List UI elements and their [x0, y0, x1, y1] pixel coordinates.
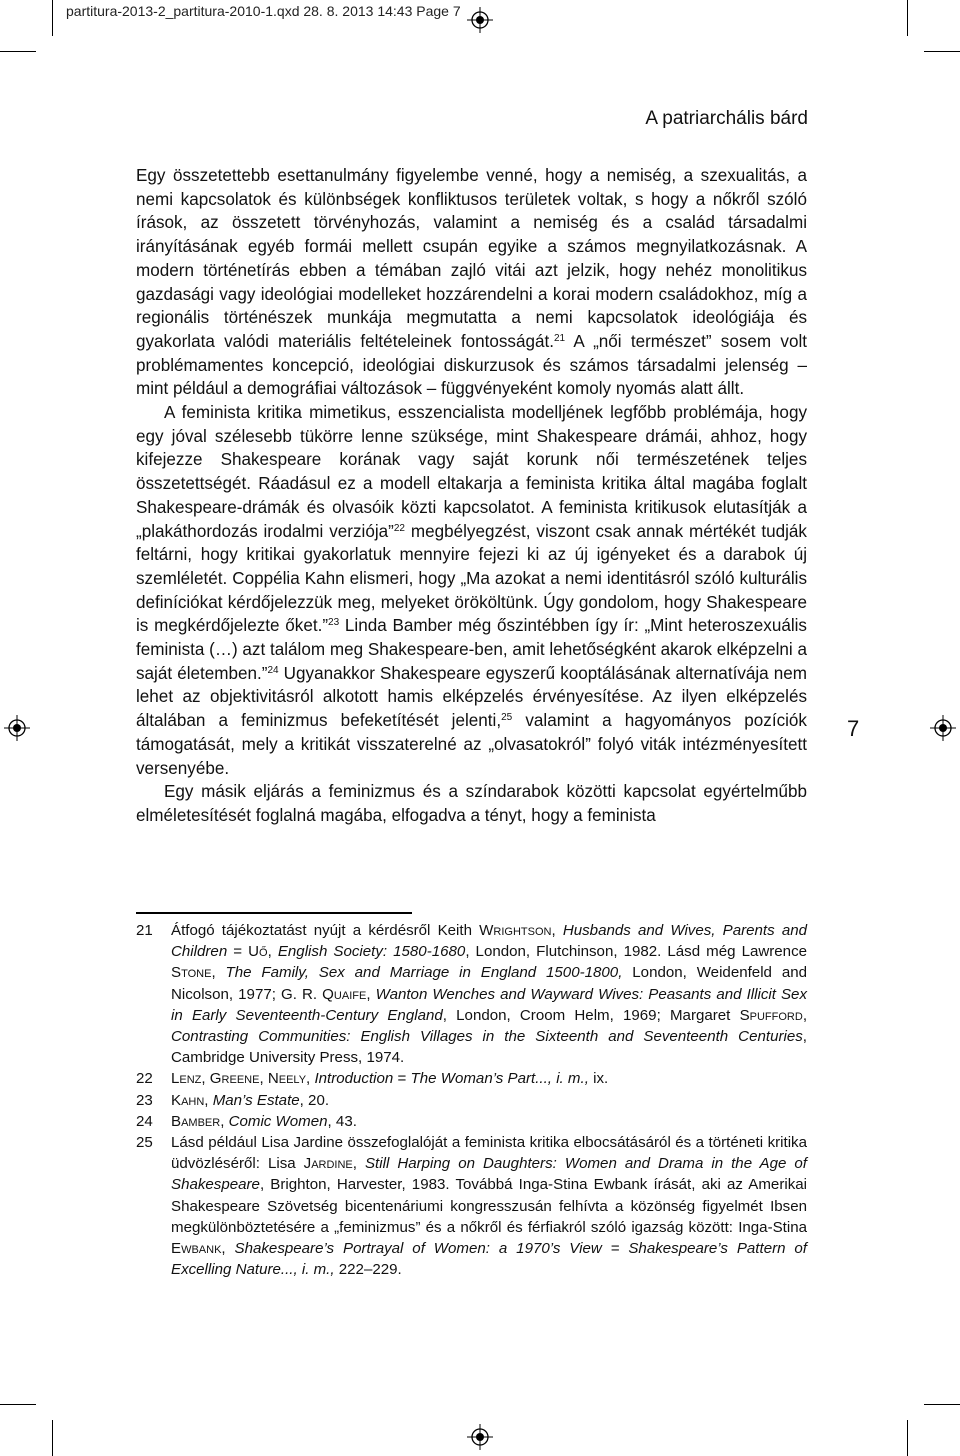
footnote-23: [136, 1090, 807, 1111]
footnote-ref: 24: [267, 664, 279, 676]
paragraph: [136, 401, 807, 780]
author-name: Wrightson: [479, 922, 552, 939]
text-run: ,: [551, 922, 563, 939]
author-name: Neely: [267, 1070, 307, 1088]
footnote-number: 23: [136, 1091, 153, 1109]
book-title: The Woman’s Part..., i. m.,: [410, 1070, 589, 1088]
text-run: , 43.: [327, 1112, 357, 1130]
text-run: Linda Bamber még őszintébben így ír: „Mint heteroszexuális feminista (…) azt találom meg Shakespeare-ben, amit lehetőségként akarok elképzelni a saját életemben.”: [136, 616, 807, 683]
text-run: 222–229.: [334, 1261, 402, 1279]
crop-mark: [0, 1404, 36, 1405]
text-run: ,: [802, 1006, 808, 1024]
text-run: ix.: [588, 1070, 609, 1088]
footnote-21: [136, 920, 807, 1068]
footnote-text: [171, 1090, 807, 1111]
footnote-text: [171, 1068, 807, 1089]
crop-mark: [52, 0, 53, 36]
author-name: Lenz: [171, 1070, 202, 1088]
author-name: Greene: [209, 1070, 260, 1088]
footnote-text: [171, 920, 807, 1068]
footnote-text: [171, 1132, 807, 1280]
crop-mark: [907, 1420, 908, 1456]
text-run: ,: [306, 1070, 315, 1088]
crop-mark: [52, 1420, 53, 1456]
registration-mark-icon: [930, 715, 956, 741]
footnote-ref: 21: [553, 332, 566, 344]
text-run: Ugyanakkor Shakespeare egyszerű kooptálásának alternatívája nem lehet az objektivitásról alkotott hamis elképzelés érvényesítése. Az ilyen elképzelés általában a feminizmus befeketítését jelenti,: [136, 663, 808, 731]
crop-mark: [924, 1404, 960, 1405]
footnote-ref: 23: [328, 617, 340, 629]
footnote-22: [136, 1068, 807, 1089]
registration-mark-icon: [467, 1424, 493, 1450]
author-name: Kahn: [171, 1091, 205, 1109]
body-text: [136, 164, 807, 828]
footnote-number: 22: [136, 1070, 153, 1088]
footnotes: [136, 920, 807, 1280]
text-run: ,: [204, 1091, 213, 1109]
text-run: =: [227, 943, 249, 961]
author-name: Uő: [248, 943, 268, 961]
text-run: megbélyegzést, viszont csak annak mértékét tudják feltárni, hogy kritikai gyakorlatuk mennyire fejezi ki az új igényeket és a darabok új szemléletét. Coppélia Kahn elismeri, hogy „Ma azokat a nemi identitásról szóló kulturális definíciókat kérdőjelezzük meg, melyeket örököltünk. Úgy gondolom, hogy Shakespeare is megkérdőjelezte őket.”: [136, 521, 807, 636]
registration-mark-icon: [4, 715, 30, 741]
book-title: Comic Women: [228, 1112, 328, 1130]
text-run: Lásd például Lisa Jardine összefoglalóját a feminista kritika elbocsátásáról és a történeti kritika üdvözléséről: Lisa: [171, 1134, 807, 1173]
text-run: , London, Croom Helm, 1969; Margaret: [442, 1006, 740, 1024]
crop-mark: [924, 51, 960, 52]
footnote-ref: 22: [393, 522, 405, 534]
crop-mark: [907, 0, 908, 36]
book-title: Wanton Wenches and Wayward Wives: Peasants and Illicit Sex in Early Seventeenth-Century England: [171, 985, 808, 1024]
text-run: , 20.: [299, 1091, 330, 1109]
crop-mark: [0, 51, 36, 52]
footnote-24: [136, 1111, 807, 1132]
book-title: Still Harping on Daughters: Women and Drama in the Age of Shakespeare: [171, 1155, 808, 1194]
text-run: valamint a hagyományos pozíciók támogatását, mely a kritikát visszaterelné az „olvasatokról” folyó viták intézményesített versenyébe.: [136, 711, 807, 778]
text-run: Átfogó tájékoztatást nyújt a kérdésről Keith: [171, 922, 480, 939]
book-title: The Family, Sex and Marriage in England 1500-1800,: [225, 964, 623, 982]
text-run: Egy összetettebb esettanulmány figyelembe venné, hogy a nemiség, a szexualitás, a nemi kapcsolatok és különbségek konfliktusos területek voltak, s hogy a nőkről szóló írások, az összetett törvényhozás, valamint a nemiség és a család társadalmi irányításának egyéb formái mellett csupán egyike a számos megnyilatkozásnak. A modern történetírás ebben a témában zajló vitái azt jelzik, hogy nehéz monolitikus gazdasági vagy ideológiai modelleket hozzárendelni a korai modern családokhoz, míg a regionális történészek munkája megmutatta a nemi kapcsolatok ideológiája és gyakorlata valódi materiális feltételeinek fontosságát.: [136, 166, 807, 351]
page-number: 7: [847, 716, 860, 741]
footnote-25: [136, 1132, 807, 1280]
running-head: A patriarchális bárd: [645, 108, 808, 129]
author-name: Stone: [171, 964, 212, 982]
text-run: ,: [352, 1155, 365, 1173]
text-run: , Brighton, Harvester, 1983. Továbbá Inga-Stina Ewbank írását, aki az Amerikai Shakespeare Szövetség bicentenáriumi kongresszusán felhívta a közönség figyelmét Ibsen megkülönböztetésére a „feminizmus” és a nőkről és férfiakról szóló igazság között: Inga-Stina: [171, 1176, 807, 1236]
text-run: , London, Flutchinson, 1982. Lásd még Lawrence: [465, 943, 808, 961]
book-title: Man’s Estate: [212, 1091, 300, 1109]
text-run: , Cambridge University Press, 1974.: [171, 1028, 807, 1067]
text-run: ,: [201, 1070, 210, 1088]
footnote-text: [171, 1111, 807, 1132]
book-title: Introduction: [314, 1070, 394, 1088]
footnote-number: 24: [136, 1112, 153, 1130]
book-title: Contrasting Communities: English Villages in the Sixteenth and Seventeenth Centuries: [171, 1028, 803, 1046]
text-run: =: [393, 1070, 411, 1088]
text-run: London, Weidenfeld and Nicolson, 1977; G. R.: [171, 964, 807, 1003]
author-name: Quaife: [322, 985, 367, 1003]
author-name: Jardine: [303, 1155, 353, 1173]
author-name: Ewbank: [171, 1240, 222, 1258]
text-run: ,: [221, 1240, 235, 1258]
text-run: ,: [211, 964, 226, 982]
text-run: Egy másik eljárás a feminizmus és a színdarabok közötti kapcsolat egyértelműbb elméletesítését foglalná magába, elfogadva a tényt, hogy a feminista: [136, 782, 807, 825]
author-name: Spufford: [739, 1006, 803, 1024]
author-name: Bamber: [171, 1112, 221, 1130]
text-run: ,: [267, 943, 278, 961]
text-run: A feminista kritika mimetikus, esszencialista modelljének legfőbb problémája, hogy egy jóval szélesebb tükörre lenne szüksége, mint Shakespeare drámái, ahhoz, hogy kifejezze Shakespeare korának vagy saját korunk női természetének teljes összetettségét. Ráadásul ez a modell eltakarja a feminista kritika által magába foglalt Shakespeare-drámák és olvasóik közti kapcsolatot. A feminista kritikusok elutasítják a „plakáthordozás irodalmi verziója”: [136, 403, 807, 541]
printer-slug: partitura-2013-2_partitura-2010-1.qxd 28. 8. 2013 14:43 Page 7: [66, 3, 461, 19]
registration-mark-icon: [467, 7, 493, 33]
footnote-number: 25: [136, 1134, 153, 1152]
footnote-number: 21: [136, 922, 153, 939]
footnote-rule: [136, 912, 412, 914]
footnote-ref: 25: [501, 712, 513, 724]
book-title: English Society: 1580-1680: [277, 943, 466, 961]
book-title: Husbands and Wives, Parents and Children: [171, 922, 808, 961]
book-title: Shakespeare’s Portrayal of Women: a 1970’s View = Shakespeare’s Pattern of Excelling Nature..., i. m.,: [171, 1240, 807, 1279]
text-run: ,: [259, 1070, 268, 1088]
text-run: ,: [220, 1112, 229, 1130]
text-run: A „női természet” sosem volt problémamentes koncepció, ideológiai diskurzusok és számos társadalmi jelenség – mint például a demográfiai változások – függvényeként komoly nyomás alatt állt.: [136, 331, 807, 399]
paragraph: [136, 780, 807, 827]
text-run: ,: [366, 985, 376, 1003]
paragraph: [136, 164, 807, 401]
